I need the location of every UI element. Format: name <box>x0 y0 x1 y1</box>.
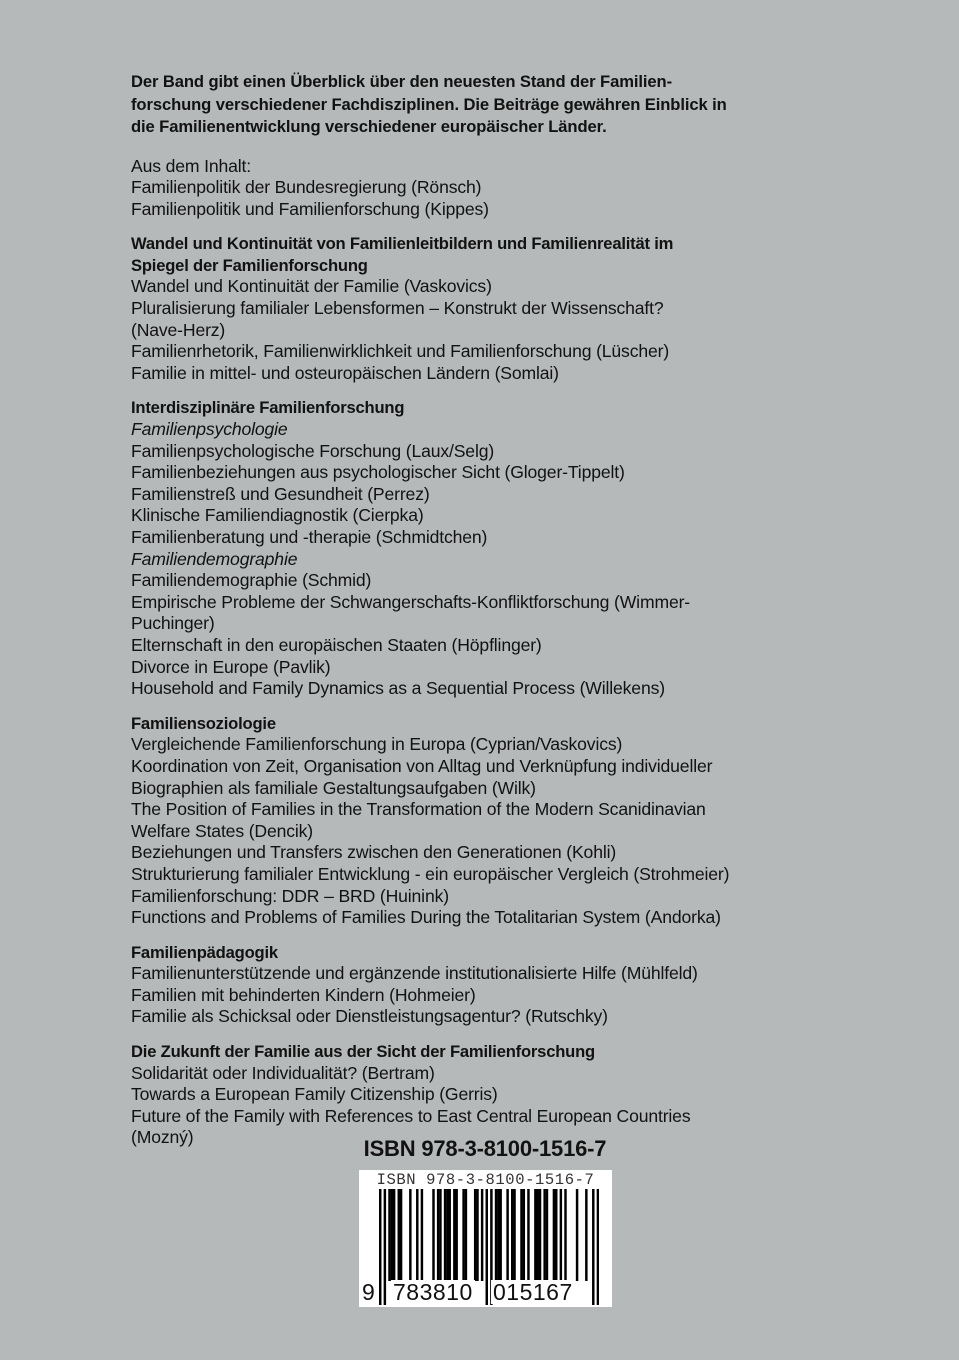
contents-entry: Familienbeziehungen aus psychologischer Sicht (Gloger-Tippelt) <box>131 462 625 483</box>
subsection-heading: Familienpsychologie <box>131 419 288 440</box>
section-5 <box>131 1041 841 1149</box>
back-cover-text <box>131 71 841 1162</box>
contents-entry: Household and Family Dynamics as a Sequential Process (Willekens) <box>131 678 665 699</box>
contents-entry: Familie in mittel- und osteuropäischen Ländern (Somlai) <box>131 362 559 383</box>
section-heading: Die Zukunft der Familie aus der Sicht der Familienforschung <box>131 1042 595 1062</box>
intro-line: forschung verschiedener Fachdisziplinen. Die Beiträge gewähren Einblick in <box>131 94 727 114</box>
contents-entry: Familienpolitik der Bundesregierung (Rönsch) <box>131 177 482 198</box>
contents-entry: Familien mit behinderten Kindern (Hohmeier) <box>131 984 476 1005</box>
barcode-digit-first: 9 <box>362 1279 375 1305</box>
contents-entry: Strukturierung familialer Entwicklung - ein europäischer Vergleich (Strohmeier) <box>131 863 730 884</box>
contents-entry: (Mozný) <box>131 1127 194 1148</box>
section-4 <box>131 942 841 1028</box>
barcode <box>359 1170 612 1307</box>
contents-entry: Future of the Family with References to East Central European Countries <box>131 1105 691 1126</box>
intro-line: Der Band gibt einen Überblick über den neuesten Stand der Familien- <box>131 72 672 91</box>
contents-entry: Familienpolitik und Familienforschung (Kippes) <box>131 198 489 219</box>
contents-entry: (Nave-Herz) <box>131 319 226 340</box>
section-heading: Familiensoziologie <box>131 713 276 733</box>
contents-entry: Familie als Schicksal oder Dienstleistungsagentur? (Rutschky) <box>131 1006 608 1027</box>
section-2 <box>131 397 841 699</box>
contents-entry: Familienpsychologische Forschung (Laux/Selg) <box>131 440 495 461</box>
section-1 <box>131 233 841 384</box>
contents-entry: Divorce in Europe (Pavlik) <box>131 656 331 677</box>
contents-entry: Familiendemographie (Schmid) <box>131 570 372 591</box>
contents-entry: Koordination von Zeit, Organisation von Alltag und Verknüpfung individueller <box>131 755 713 776</box>
contents-entry: Empirische Probleme der Schwangerschafts-Konfliktforschung (Wimmer- <box>131 591 691 612</box>
contents-entry: Familienstreß und Gesundheit (Perrez) <box>131 483 430 504</box>
contents-entry: The Position of Families in the Transformation of the Modern Scanidinavian <box>131 799 706 820</box>
barcode-digits-left: 783810 <box>393 1279 473 1305</box>
contents-entry: Welfare States (Dencik) <box>131 820 313 841</box>
contents-entry: Biographien als familiale Gestaltungsaufgaben (Wilk) <box>131 777 536 798</box>
barcode-isbn-text: ISBN 978-3-8100-1516-7 <box>376 1171 595 1189</box>
contents-entry: Familienberatung und -therapie (Schmidtchen) <box>131 527 488 547</box>
contents-entry: Klinische Familiendiagnostik (Cierpka) <box>131 505 424 526</box>
section-0 <box>131 156 841 221</box>
section-3 <box>131 713 841 929</box>
contents-entry: Beziehungen und Transfers zwischen den Generationen (Kohli) <box>131 842 617 863</box>
section-heading: Spiegel der Familienforschung <box>131 255 368 275</box>
contents-entry: Solidarität oder Individualität? (Bertram) <box>131 1062 435 1083</box>
contents-entry: Wandel und Kontinuität der Familie (Vaskovics) <box>131 276 492 297</box>
contents-entry: Vergleichende Familienforschung in Europa (Cyprian/Vaskovics) <box>131 734 623 755</box>
contents-entry: Elternschaft in den europäischen Staaten (Höpflinger) <box>131 634 542 655</box>
barcode-digits-right: 015167 <box>493 1279 573 1305</box>
intro-paragraph <box>131 71 841 139</box>
contents-entry: Functions and Problems of Families During the Totalitarian System (Andorka) <box>131 907 721 928</box>
contents-entry: Familienrhetorik, Familienwirklichkeit und Familienforschung (Lüscher) <box>131 341 670 362</box>
section-heading: Familienpädagogik <box>131 942 278 962</box>
section-heading: Interdisziplinäre Familienforschung <box>131 398 405 418</box>
contents-entry: Puchinger) <box>131 613 215 634</box>
isbn-label: ISBN 978-3-8100-1516-7 <box>363 1136 607 1161</box>
contents-list <box>131 156 841 1150</box>
subsection-heading: Familiendemographie <box>131 548 298 569</box>
contents-entry: Towards a European Family Citizenship (Gerris) <box>131 1084 498 1105</box>
contents-entry: Familienforschung: DDR – BRD (Huinink) <box>131 885 449 906</box>
contents-entry: Aus dem Inhalt: <box>131 155 251 176</box>
intro-line: die Familienentwicklung verschiedener europäischer Länder. <box>131 117 607 136</box>
contents-entry: Familienunterstützende und ergänzende institutionalisierte Hilfe (Mühlfeld) <box>131 963 698 984</box>
contents-entry: Pluralisierung familialer Lebensformen – Konstrukt der Wissenschaft? <box>131 298 664 319</box>
section-heading: Wandel und Kontinuität von Familienleitbildern und Familienrealität im <box>131 234 674 254</box>
